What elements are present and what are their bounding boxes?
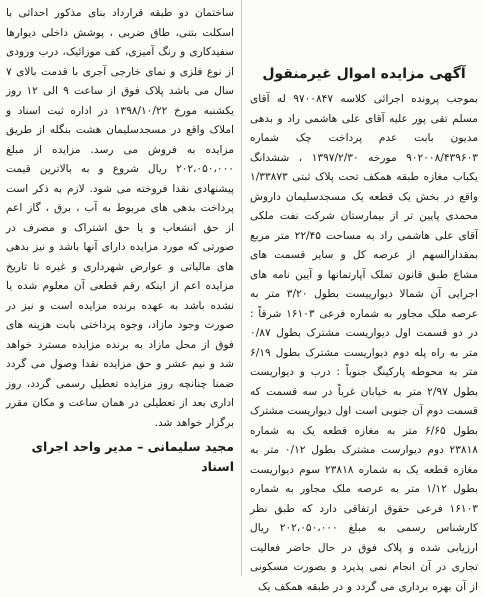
- column-divider: [241, 0, 242, 576]
- notice-left-column: [0, 0, 238, 576]
- notice-title: آگهی مزایده اموال غیرمنقول: [262, 66, 466, 82]
- notice-body-right: بموجب پرونده اجرائی کلاسه ۹۷۰۰۸۴۷ له آقای مسلم تقی پور علیه آقای علی هاشمی راد و بدهی مدیون بابت عدم پرداخت چک شماره ۹۰۲۰۰۸/۴۳۹۶۰۳ مورخه ۱۳۹۷/۲/۳۰ ، ششدانگ یکباب مغازه طبقه همکف تحت پلاک ثبتی ۱/۳۳۸۷۳ واقع در بخش یک قطعه یک مسجدسلیمان داروش محمدی پایین تر از بیمارستان شرکت نفت ملکی آقای علی هاشمی راد به مساحت ۲۲/۴۵ متر مربع بمقدارالسهم از عرصه کل و سایر قسمت های مشاع طبق قانون تملک آپارتمانها و آیین نامه های اجرایی آن شمالا دیوارییست بطول ۳/۲۰ متر به عرصه ملک مجاور به شماره فرعی ۱۶۱۰۳ شرقاً : در دو قسمت اول دیواریست مشترک بطول ۰/۸۷ متر به راه پله دوم دیواریست مشترک بطول ۶/۱۹ متر به محوطه پارکینگ جنوباً : درب و دیواریست بطول ۲/۹۷ متر به خیابان غرباً در سه قسمت که قسمت دوم آن جنوبی است اول دیواریست مشترک بطول ۶/۶۵ متر به مغازه قطعه یک به شماره ۲۳۸۱۸ دوم دیوارست مشترک بطول ۰/۱۲ متر به مغازه قطعه یک به شماره ۲۳۸۱۸ سوم دیواریست بطول ۱/۱۲ متر به عرصه ملک مجاور به شماره ۱۶۱۰۳ فرعی حقوق ارتفاقی دارد که طبق نظر کارشناس رسمی به مبلغ ۲۰۲،۰۵۰،۰۰۰ ریال ارزیابی شده و پلاک فوق در حال حاضر فعالیت تجاری در آن انجام نمی پذیرد و بصورت مسکونی از آن بهره برداری می گردد و در طبقه همکف یک: [250, 93, 479, 593]
- notice-body-left: ساختمان دو طبقه قرارداد بنای مذکور احداثی با اسکلت بتنی، طاق ضربی ، پوشش داخلی دیوارها سفیدکاری و رنگ آمیزی، کف موزائیک، درب ورودی از نوع فلزی و نمای خارجی آجری با قدمت بالای ۷ سال می باشد پلاک فوق از ساعت ۹ الی ۱۲ روز یکشنبه مورخ ۱۳۹۸/۱۰/۲۲ در اداره ثبت اسناد و املاک واقع در مسجدسلیمان هشت بنگله از طریق مزایده به فروش می رسد. مزایده از مبلغ ۲۰۲،۰۵۰،۰۰۰ ریال شروع و به بالاترین قیمت پیشنهادی نقدا فروخته می شود. لازم به ذکر است پرداخت بدهی های مربوط به آب ، برق ، گاز اعم از حق انشعاب و یا حق اشتراک و مصرف در صورتی که مورد مزایده دارای آنها باشد و نیز بدهی های مالیاتی و عوارض شهرداری و غیره تا تاریخ مزایده اعم از اینکه رقم قطعی آن معلوم شده یا نشده باشد به عهده برنده مزایده است و نیز در صورت وجود مازاد، وجوه پرداختی بابت هزینه های فوق از محل مازاد به برنده مزایده مسترد خواهد شد و نیم عشر و حق مزایده نقدا وصول می گردد ضمنا چنانچه روز مزایده تعطیل رسمی گردد، روز اداری بعد از تعطیلی در همان ساعت و مکان مقرر برگزار خواهد شد.: [6, 7, 234, 429]
- notice-signature: مجید سلیمانی – مدیر واحد اجرای اسناد: [31, 439, 234, 474]
- notice-right-column: [246, 0, 484, 593]
